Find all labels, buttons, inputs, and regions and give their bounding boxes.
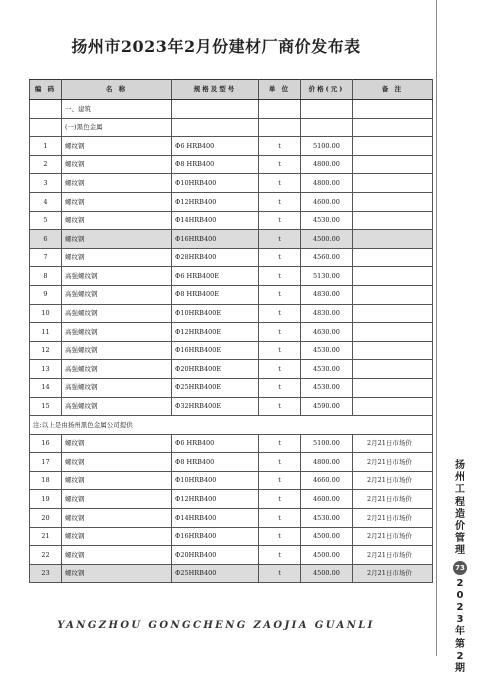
right-margin-rule (436, 0, 437, 656)
cell-name: 螺纹钢 (62, 471, 172, 490)
cell-name: 螺纹钢 (62, 490, 172, 509)
cell-note (353, 378, 433, 397)
price-table (29, 79, 433, 583)
cell-unit: t (259, 248, 301, 267)
category-row (30, 100, 433, 119)
cell-name: 高强螺纹钢 (62, 304, 172, 323)
cell-unit: t (259, 341, 301, 360)
cell-spec: Φ8 HRB400 (172, 453, 259, 472)
cell-spec: Φ6 HRB400 (172, 434, 259, 453)
cell-unit: t (259, 323, 301, 342)
cell-unit: t (259, 267, 301, 286)
cell-note (353, 267, 433, 286)
cell-spec: Φ14HRB400 (172, 211, 259, 230)
cell-name: 螺纹钢 (62, 211, 172, 230)
cell-note (353, 211, 433, 230)
cell-spec: Φ32HRB400E (172, 397, 259, 416)
cell-name: 螺纹钢 (62, 192, 172, 211)
cell-name: 螺纹钢 (62, 453, 172, 472)
cell-spec: Φ12HRB400E (172, 323, 259, 342)
cell-name: 高强螺纹钢 (62, 341, 172, 360)
cell-unit: t (259, 509, 301, 528)
cell-unit: t (259, 490, 301, 509)
cell-name: 螺纹钢 (62, 564, 172, 583)
cell-unit: t (259, 471, 301, 490)
cell-spec: Φ16HRB400E (172, 341, 259, 360)
cell-price: 5100.00 (301, 434, 353, 453)
cell-price: 4800.00 (301, 174, 353, 193)
side-journal-name: 扬 州 工 程 造 价 管 理 (455, 460, 465, 557)
table-row (30, 267, 433, 286)
cell-spec: Φ14HRB400 (172, 509, 259, 528)
cell-price: 4660.00 (301, 471, 353, 490)
cell-price: 4830.00 (301, 285, 353, 304)
cell-code: 10 (30, 304, 62, 323)
cell-name: 高强螺纹钢 (62, 285, 172, 304)
subcategory-label: (一)黑色金属 (62, 118, 172, 137)
cell-code: 6 (30, 230, 62, 249)
cell-name: 高强螺纹钢 (62, 323, 172, 342)
table-row (30, 397, 433, 416)
cell-name: 高强螺纹钢 (62, 360, 172, 379)
cell-code: 19 (30, 490, 62, 509)
cell-note (353, 341, 433, 360)
cell-price: 4530.00 (301, 211, 353, 230)
cell-name: 螺纹钢 (62, 155, 172, 174)
cell-price: 4500.00 (301, 546, 353, 565)
cell-unit: t (259, 360, 301, 379)
table-row (30, 546, 433, 565)
cell-note (353, 248, 433, 267)
cell-price: 4530.00 (301, 509, 353, 528)
cell-spec: Φ10HRB400E (172, 304, 259, 323)
cell-price: 4500.00 (301, 564, 353, 583)
side-issue: 2 0 2 3 年 第 2 期 (455, 577, 465, 675)
cell-spec: Φ10HRB400 (172, 174, 259, 193)
cell-note: 2月21日市场价 (353, 509, 433, 528)
cell-note: 2月21日市场价 (353, 527, 433, 546)
cell-name: 螺纹钢 (62, 248, 172, 267)
cell-name: 螺纹钢 (62, 434, 172, 453)
cell-unit: t (259, 546, 301, 565)
cell-note (353, 192, 433, 211)
cell-spec: Φ20HRB400 (172, 546, 259, 565)
cell-price: 4500.00 (301, 230, 353, 249)
cell-code: 2 (30, 155, 62, 174)
cell-unit: t (259, 174, 301, 193)
cell-spec: Φ25HRB400 (172, 564, 259, 583)
table-row (30, 211, 433, 230)
table-header-row (30, 80, 433, 100)
cell-name: 螺纹钢 (62, 137, 172, 156)
footer-journal-pinyin: YANGZHOU GONGCHENG ZAOJIA GUANLI (57, 620, 375, 631)
cell-name: 螺纹钢 (62, 174, 172, 193)
cell-code: 20 (30, 509, 62, 528)
cell-name: 高强螺纹钢 (62, 397, 172, 416)
table-row (30, 360, 433, 379)
table-row (30, 230, 433, 249)
cell-name: 高强螺纹钢 (62, 267, 172, 286)
cell-note: 2月21日市场价 (353, 490, 433, 509)
cell-name: 螺纹钢 (62, 230, 172, 249)
cell-price: 4830.00 (301, 304, 353, 323)
cell-unit: t (259, 397, 301, 416)
cell-code: 17 (30, 453, 62, 472)
table-row (30, 434, 433, 453)
cell-code: 16 (30, 434, 62, 453)
table-row (30, 323, 433, 342)
cell-unit: t (259, 285, 301, 304)
cell-unit: t (259, 453, 301, 472)
cell-note: 2月21日市场价 (353, 564, 433, 583)
cell-code: 15 (30, 397, 62, 416)
cell-code: 13 (30, 360, 62, 379)
cell-code: 3 (30, 174, 62, 193)
table-row (30, 471, 433, 490)
cell-code: 14 (30, 378, 62, 397)
cell-note: 2月21日市场价 (353, 546, 433, 565)
cell-spec: Φ16HRB400 (172, 527, 259, 546)
cell-price: 4500.00 (301, 527, 353, 546)
table-row (30, 509, 433, 528)
cell-unit: t (259, 564, 301, 583)
header-note: 备 注 (353, 80, 433, 100)
subcategory-row (30, 118, 433, 137)
cell-code: 21 (30, 527, 62, 546)
cell-price: 4600.00 (301, 192, 353, 211)
cell-unit: t (259, 211, 301, 230)
cell-unit: t (259, 378, 301, 397)
cell-note (353, 304, 433, 323)
cell-unit: t (259, 155, 301, 174)
cell-unit: t (259, 137, 301, 156)
cell-spec: Φ10HRB400 (172, 471, 259, 490)
cell-note (353, 174, 433, 193)
cell-unit: t (259, 304, 301, 323)
cell-note (353, 285, 433, 304)
cell-price: 4530.00 (301, 378, 353, 397)
cell-name: 高强螺纹钢 (62, 378, 172, 397)
cell-spec: Φ8 HRB400E (172, 285, 259, 304)
cell-price: 4630.00 (301, 323, 353, 342)
cell-note (353, 360, 433, 379)
category-label: 一、建筑 (62, 100, 172, 119)
header-code: 编 码 (30, 80, 62, 100)
cell-code: 1 (30, 137, 62, 156)
cell-code: 18 (30, 471, 62, 490)
cell-spec: Φ12HRB400 (172, 192, 259, 211)
cell-note (353, 137, 433, 156)
cell-note (353, 323, 433, 342)
table-row (30, 304, 433, 323)
table-row (30, 137, 433, 156)
cell-note: 2月21日市场价 (353, 471, 433, 490)
cell-price: 5100.00 (301, 137, 353, 156)
cell-spec: Φ12HRB400 (172, 490, 259, 509)
source-note-row (30, 416, 433, 435)
cell-unit: t (259, 527, 301, 546)
table-row (30, 285, 433, 304)
table-row (30, 453, 433, 472)
table-row (30, 248, 433, 267)
header-spec: 规格及型号 (172, 80, 259, 100)
cell-name: 螺纹钢 (62, 527, 172, 546)
cell-spec: Φ16HRB400 (172, 230, 259, 249)
cell-name: 螺纹钢 (62, 546, 172, 565)
cell-code: 4 (30, 192, 62, 211)
cell-note (353, 230, 433, 249)
cell-unit: t (259, 192, 301, 211)
cell-note: 2月21日市场价 (353, 434, 433, 453)
cell-spec: Φ20HRB400E (172, 360, 259, 379)
table-row (30, 341, 433, 360)
table-row (30, 378, 433, 397)
cell-code: 9 (30, 285, 62, 304)
cell-code: 11 (30, 323, 62, 342)
cell-code: 22 (30, 546, 62, 565)
cell-code: 12 (30, 341, 62, 360)
cell-code: 23 (30, 564, 62, 583)
cell-code: 8 (30, 267, 62, 286)
header-price: 价格(元) (301, 80, 353, 100)
cell-spec: Φ25HRB400E (172, 378, 259, 397)
cell-unit: t (259, 434, 301, 453)
table-row (30, 490, 433, 509)
cell-price: 4590.00 (301, 397, 353, 416)
cell-spec: Φ28HRB400 (172, 248, 259, 267)
cell-note: 2月21日市场价 (353, 453, 433, 472)
cell-price: 5130.00 (301, 267, 353, 286)
cell-name: 螺纹钢 (62, 509, 172, 528)
cell-price: 4560.00 (301, 248, 353, 267)
source-note: 注:以上是由扬州黑色金属公司提供 (30, 416, 433, 435)
header-unit: 单 位 (259, 80, 301, 100)
table-row (30, 155, 433, 174)
table-row (30, 174, 433, 193)
cell-spec: Φ6 HRB400E (172, 267, 259, 286)
cell-unit: t (259, 230, 301, 249)
cell-price: 4600.00 (301, 490, 353, 509)
page-title: 扬州市2023年2月份建材厂商价发布表 (71, 37, 361, 56)
table-row (30, 192, 433, 211)
cell-price: 4530.00 (301, 341, 353, 360)
cell-spec: Φ6 HRB400 (172, 137, 259, 156)
cell-price: 4800.00 (301, 155, 353, 174)
page-number-badge: 73 (453, 561, 467, 575)
cell-note (353, 397, 433, 416)
cell-code: 7 (30, 248, 62, 267)
table-row (30, 527, 433, 546)
cell-price: 4530.00 (301, 360, 353, 379)
header-name: 名 称 (62, 80, 172, 100)
side-journal-label (452, 460, 468, 675)
cell-price: 4800.00 (301, 453, 353, 472)
cell-spec: Φ8 HRB400 (172, 155, 259, 174)
cell-code: 5 (30, 211, 62, 230)
cell-note (353, 155, 433, 174)
table-row (30, 564, 433, 583)
